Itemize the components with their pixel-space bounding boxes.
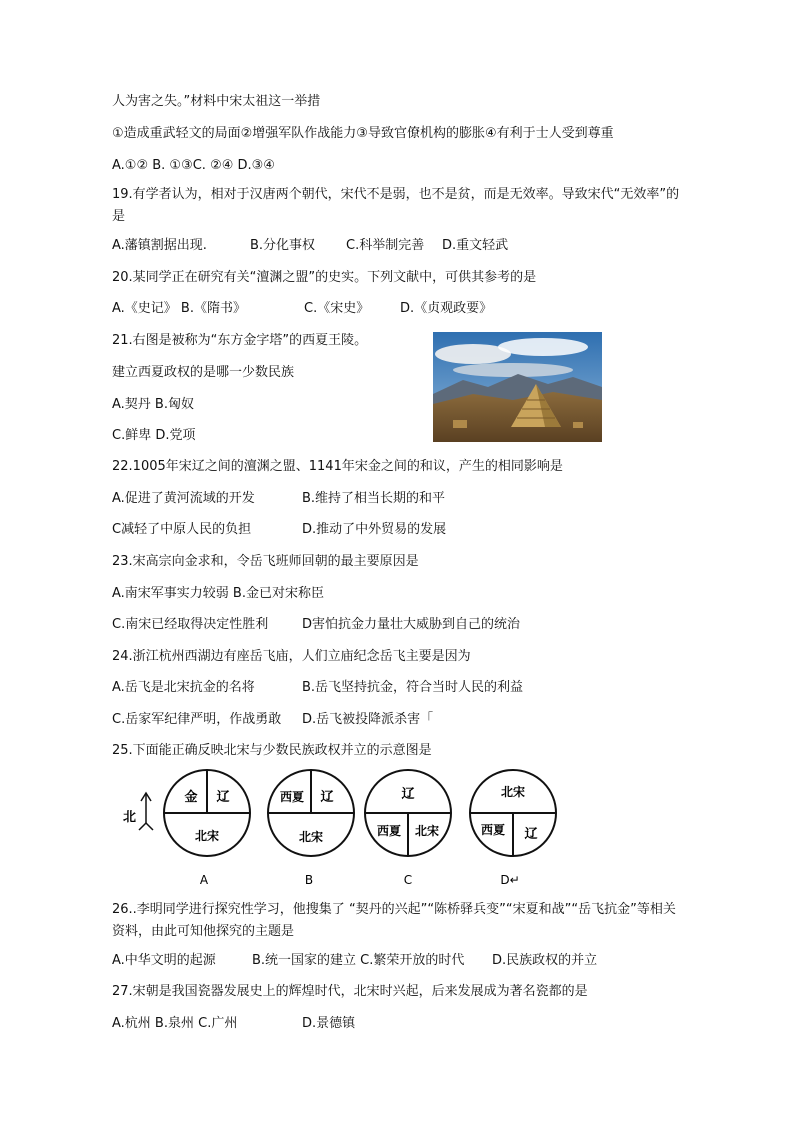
option: C.科举制完善: [346, 238, 425, 253]
question-27: 27.宋朝是我国瓷器发展史上的辉煌时代，北宋时兴起，后来发展成为著名瓷都的是: [112, 984, 588, 999]
text-line: A.①② B. ①③C. ②④ D.③④: [112, 158, 275, 173]
diagram-d: [470, 770, 556, 887]
options-20: [112, 300, 492, 318]
option: B.统一国家的建立 C.繁荣开放的时代: [252, 953, 465, 968]
option: C.《宋史》: [304, 301, 370, 316]
region-label: 北宋: [194, 829, 220, 843]
compass-label: 北: [123, 810, 137, 825]
xixia-tomb-photo: [433, 332, 602, 442]
region-label: 西夏: [376, 824, 402, 838]
region-label: 辽: [320, 790, 334, 805]
region-label: 北宋: [500, 785, 526, 799]
region-label: 辽: [401, 787, 415, 802]
diagram-a: [164, 770, 250, 887]
option: A.岳飞是北宋抗金的名将: [112, 680, 255, 695]
question-21: 21.右图是被称为“东方金字塔”的西夏王陵。: [112, 333, 368, 348]
options-22: [112, 521, 446, 539]
question-26: 26..李明同学进行探究性学习，他搜集了 “契丹的兴起”“陈桥驿兵变”“宋夏和战”“岳飞抗金”等相关资料，由此可知他探究的主题是: [112, 902, 676, 939]
diagram-caption: C: [403, 873, 413, 887]
text-line: ①造成重武轻文的局面②增强军队作战能力③导致官僚机构的膨胀④有利于士人受到尊重: [112, 126, 614, 141]
option: A.促进了黄河流域的开发: [112, 491, 255, 506]
question-23: 23.宋高宗向金求和，令岳飞班师回朝的最主要原因是: [112, 554, 419, 569]
diagram-caption: A: [199, 873, 209, 887]
option: A.藩镇割据出现.: [112, 238, 207, 253]
options-22: [112, 490, 445, 508]
options-26: [112, 952, 597, 970]
option: A.中华文明的起源: [112, 953, 216, 968]
option: B.分化事权: [250, 238, 316, 253]
question-24: 24.浙江杭州西湖边有座岳飞庙，人们立庙纪念岳飞主要是因为: [112, 649, 471, 664]
diagram-c: [365, 770, 451, 887]
options-21: C.鲜卑 D.党项: [112, 428, 196, 443]
option: A.杭州 B.泉州 C.广州: [112, 1016, 238, 1031]
option: C.南宋已经取得决定性胜利: [112, 617, 269, 632]
options-23: A.南宋军事实力较弱 B.金已对宋称臣: [112, 586, 324, 601]
options-24: [112, 679, 523, 697]
options-24: [112, 711, 433, 729]
option: D.《贞观政要》: [400, 301, 493, 316]
territory-diagrams: [115, 768, 575, 893]
region-label: 辽: [216, 790, 230, 805]
question-20: 20.某同学正在研究有关“澶渊之盟”的史实。下列文献中，可供其参考的是: [112, 270, 537, 285]
options-21: A.契丹 B.匈奴: [112, 397, 194, 412]
question-19: 19.有学者认为，相对于汉唐两个朝代，宋代不是弱，也不是贫，而是无效率。导致宋代“无效率”的是: [112, 187, 680, 224]
diagram-b: [268, 770, 354, 887]
north-arrow-icon: [123, 793, 153, 830]
option: D.景德镇: [302, 1016, 356, 1031]
question-25: 25.下面能正确反映北宋与少数民族政权并立的示意图是: [112, 743, 432, 758]
text-line: 建立西夏政权的是哪一少数民族: [112, 365, 295, 380]
option: D.岳飞被投降派杀害「: [302, 712, 434, 727]
option: A.《史记》 B.《隋书》: [112, 301, 246, 316]
options-23: [112, 616, 520, 634]
options-27: [112, 1015, 355, 1033]
option: B.岳飞坚持抗金，符合当时人民的利益: [302, 680, 524, 695]
option: D.推动了中外贸易的发展: [302, 522, 447, 537]
question-22: 22.1005年宋辽之间的澶渊之盟、1141年宋金之间的和议，产生的相同影响是: [112, 459, 563, 474]
region-label: 辽: [524, 827, 538, 842]
text-line: 人为害之失。”材料中宋太祖这一举措: [112, 94, 321, 109]
option: D.民族政权的并立: [492, 953, 598, 968]
diagram-caption: B: [304, 873, 314, 887]
option: D.重文轻武: [442, 238, 509, 253]
region-label: 北宋: [414, 824, 440, 838]
option: C.岳家军纪律严明，作战勇敢: [112, 712, 282, 727]
option: D害怕抗金力量壮大威胁到自己的统治: [302, 617, 521, 632]
region-label: 金: [184, 790, 198, 805]
diagram-caption: D↵: [500, 873, 520, 887]
option: C减轻了中原人民的负担: [112, 522, 252, 537]
option: B.维持了相当长期的和平: [302, 491, 446, 506]
region-label: 西夏: [480, 823, 506, 837]
region-label: 西夏: [279, 790, 305, 804]
options-19: [112, 237, 508, 255]
region-label: 北宋: [298, 830, 324, 844]
